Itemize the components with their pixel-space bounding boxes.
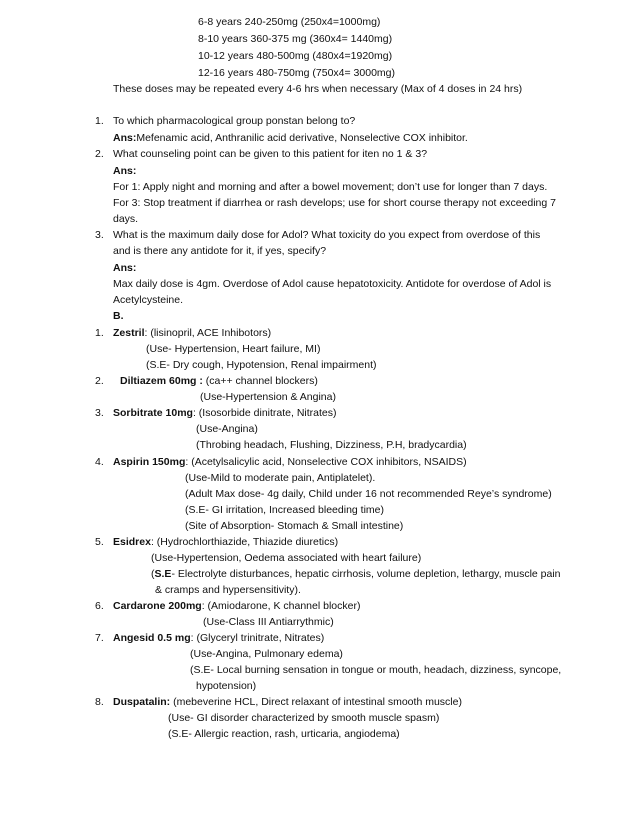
drug-detail: (S.E- GI irritation, Increased bleeding time) — [185, 504, 384, 516]
drug-name: Zestril — [113, 327, 145, 339]
drug-name: Duspatalin: — [113, 696, 171, 708]
answer-label — [113, 261, 136, 275]
drug-name: Cardarone 200mg — [113, 600, 202, 612]
drug-detail: (Use- GI disorder characterized by smooth muscle spasm) — [168, 712, 440, 724]
se-text: - Electrolyte disturbances, hepatic cirrhosis, volume depletion, lethargy, muscle pain — [171, 568, 561, 580]
drug-entry — [113, 535, 338, 549]
drug-detail: (Use-Class III Antiarrythmic) — [203, 616, 334, 628]
drug-detail: (Site of Absorption- Stomach & Small intestine) — [185, 520, 404, 532]
question-number: 3. — [95, 229, 104, 241]
drug-detail: (S.E- Allergic reaction, rash, urticaria, angiodema) — [168, 728, 400, 740]
drug-number: 3. — [95, 407, 104, 419]
drug-entry — [113, 695, 462, 709]
drug-desc: : (Amiodarone, K channel blocker) — [201, 600, 361, 612]
drug-entry — [113, 326, 271, 340]
drug-number: 2. — [95, 375, 104, 387]
answer-line: For 3: Stop treatment if diarrhea or rash develops; use for short course therapy not exceeding 7 — [113, 197, 556, 209]
answer-label: Ans: — [113, 132, 137, 144]
drug-name: Diltiazem 60mg : — [120, 375, 203, 387]
drug-entry — [113, 599, 360, 613]
dose-row: 8-10 years 360-375 mg (360x4= 1440mg) — [198, 33, 393, 45]
answer-label-text: Ans: — [113, 165, 137, 177]
drug-number: 8. — [95, 696, 104, 708]
question-text: What counseling point can be given to this patient for iten no 1 & 3? — [113, 148, 428, 160]
section-heading-text: B. — [113, 310, 124, 322]
answer-line: Max daily dose is 4gm. Overdose of Adol cause hepatotoxicity. Antidote for overdose of Adol is — [113, 278, 552, 290]
drug-desc: : (Acetylsalicylic acid, Nonselective COX inhibitors, NSAIDS) — [185, 456, 467, 468]
drug-detail: (Use-Mild to moderate pain, Antiplatelet). — [185, 472, 376, 484]
drug-desc: : (Hydrochlorthiazide, Thiazide diuretics) — [150, 536, 339, 548]
drug-detail: (Adult Max dose- 4g daily, Child under 16 not recommended Reye’s syndrome) — [185, 488, 552, 500]
drug-desc: : (Glyceryl trinitrate, Nitrates) — [190, 632, 325, 644]
drug-detail: (S.E- Dry cough, Hypotension, Renal impairment) — [146, 359, 377, 371]
dose-note: These doses may be repeated every 4-6 hrs when necessary (Max of 4 doses in 24 hrs) — [113, 83, 523, 95]
drug-name: Esidrex — [113, 536, 151, 548]
drug-desc: (ca++ channel blockers) — [202, 375, 318, 387]
dose-row: 6-8 years 240-250mg (250x4=1000mg) — [198, 16, 381, 28]
section-heading — [113, 309, 124, 323]
drug-number: 4. — [95, 456, 104, 468]
drug-detail: (Use-Angina) — [196, 423, 258, 435]
drug-detail: & cramps and hypersensitivity). — [155, 584, 301, 596]
question-text: and is there any antidote for it, if yes, specify? — [113, 245, 327, 257]
answer-label — [113, 164, 136, 178]
drug-number: 6. — [95, 600, 104, 612]
drug-name: Angesid 0.5 mg — [113, 632, 191, 644]
dose-row: 12-16 years 480-750mg (750x4= 3000mg) — [198, 67, 395, 79]
drug-detail — [151, 567, 561, 581]
question-text: What is the maximum daily dose for Adol? What toxicity do you expect from overdose of this — [113, 229, 541, 241]
drug-detail: (S.E- Local burning sensation in tongue or mouth, headach, dizziness, syncope, — [190, 664, 562, 676]
answer-line: Acetylcysteine. — [113, 294, 184, 306]
answer-line: For 1: Apply night and morning and after a bowel movement; don’t use for longer than 7 days. — [113, 181, 548, 193]
drug-detail: (Use- Hypertension, Heart failure, MI) — [146, 343, 321, 355]
answer-line — [113, 131, 468, 145]
drug-number: 5. — [95, 536, 104, 548]
drug-entry — [113, 406, 337, 420]
drug-detail: (Use-Hypertension & Angina) — [200, 391, 336, 403]
drug-name: Aspirin 150mg — [113, 456, 186, 468]
drug-detail: hypotension) — [196, 680, 257, 692]
drug-detail: (Use-Hypertension, Oedema associated with heart failure) — [151, 552, 422, 564]
question-number: 1. — [95, 115, 104, 127]
se-label: S.E — [154, 568, 172, 580]
dose-row: 10-12 years 480-500mg (480x4=1920mg) — [198, 50, 393, 62]
drug-detail: (Use-Angina, Pulmonary edema) — [190, 648, 343, 660]
answer-label-text: Ans: — [113, 262, 137, 274]
drug-desc: (mebeverine HCL, Direct relaxant of intestinal smooth muscle) — [170, 696, 462, 708]
answer-text: Mefenamic acid, Anthranilic acid derivative, Nonselective COX inhibitor. — [136, 132, 468, 144]
drug-entry — [120, 374, 318, 388]
drug-name: Sorbitrate 10mg — [113, 407, 193, 419]
question-text: To which pharmacological group ponstan belong to? — [113, 115, 356, 127]
answer-line: days. — [113, 213, 139, 225]
drug-number: 7. — [95, 632, 104, 644]
drug-entry — [113, 455, 467, 469]
drug-desc: : (Isosorbide dinitrate, Nitrates) — [192, 407, 337, 419]
drug-number: 1. — [95, 327, 104, 339]
drug-detail: (Throbing headach, Flushing, Dizziness, P.H, bradycardia) — [196, 439, 467, 451]
se-prefix: ( — [151, 568, 155, 580]
question-number: 2. — [95, 148, 104, 160]
drug-desc: : (lisinopril, ACE Inhibotors) — [144, 327, 272, 339]
drug-entry — [113, 631, 324, 645]
